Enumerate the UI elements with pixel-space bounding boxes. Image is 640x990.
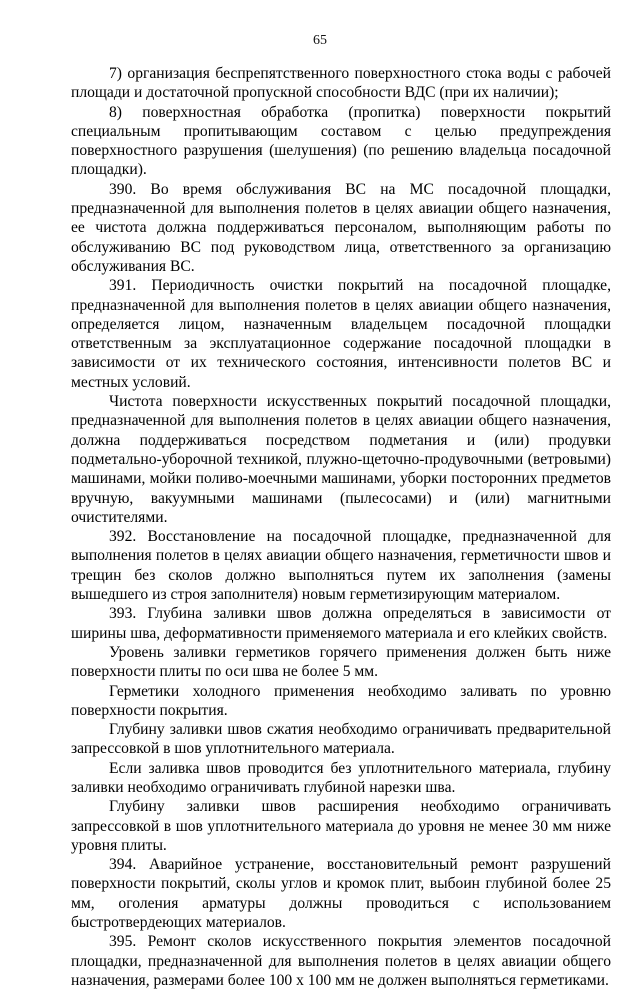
paragraph-390: 390. Во время обслуживания ВС на МС посадочной площадки, предназначенной для выполнения полетов в целях авиации общего назначения, ее чистота должна поддерживаться персоналом, выполняющим работы по обслуживанию ВС под руководством лица, ответственного за организацию обслуживания ВС.	[71, 180, 611, 275]
paragraph-cleanliness: Чистота поверхности искусственных покрытий посадочной площадки, предназначенной для выполнения полетов в целях авиации общего назначения, должна поддерживаться посредством подметания и (или) продувки подметально-уборочной техникой, плужно-щеточно-продувочными (ветровыми) машинами, мойки поливо-моечными машинами, уборки посторонних предметов вручную, вакуумными машинами (пылесосами) и (или) магнитными очистителями.	[71, 393, 611, 526]
paragraph-item-7: 7) организация беспрепятственного поверхностного стока воды с рабочей площади и достаточной пропускной способности ВДС (при их наличии);	[71, 65, 611, 102]
paragraph-item-8: 8) поверхностная обработка (пропитка) поверхности покрытий специальным пропитывающим составом с целью предупреждения поверхностного разрушения (шелушения) (по решению владельца посадочной площадки).	[71, 103, 611, 179]
paragraph-393: 393. Глубина заливки швов должна определяться в зависимости от ширины шва, деформативности применяемого материала и его клейких свойств.	[71, 605, 611, 642]
paragraph-392: 392. Восстановление на посадочной площадке, предназначенной для выполнения полетов в целях авиации общего назначения, герметичности швов и трещин без сколов должно выполняться путем их заполнения (замены вышедшего из строя заполнителя) новым герметизирующим материалом.	[71, 528, 611, 604]
paragraph-cold-sealant: Герметики холодного применения необходимо заливать по уровню поверхности покрытия.	[71, 682, 611, 719]
paragraph-hot-sealant: Уровень заливки герметиков горячего применения должен быть ниже поверхности плиты по оси шва не более 5 мм.	[71, 643, 611, 681]
paragraph-394: 394. Аварийное устранение, восстановительный ремонт разрушений поверхности покрытий, сколы углов и кромок плит, выбоин глубиной более 25 мм, оголения арматуры должны проводиться с использованием быстротвердеющих материалов.	[71, 856, 611, 932]
paragraph-391: 391. Периодичность очистки покрытий на посадочной площадке, предназначенной для выполнения полетов в целях авиации общего назначения, определяется лицом, назначенным владельцем посадочной площадки ответственным за эксплуатационное содержание посадочной площадки в зависимости от их технического состояния, интенсивности полетов ВС и местных условий.	[71, 277, 611, 391]
paragraph-compression-joints: Глубину заливки швов сжатия необходимо ограничивать предварительной запрессовкой в шов уплотнительного материала.	[71, 721, 611, 758]
paragraph-expansion-joints: Глубину заливки швов расширения необходимо ограничивать запрессовкой в шов уплотнительного материала до уровня не менее 30 мм ниже уровня плиты.	[71, 798, 611, 854]
paragraph-no-seal-material: Если заливка швов проводится без уплотнительного материала, глубину заливки необходимо ограничивать глубиной нарезки шва.	[71, 759, 611, 796]
page-number: 65	[313, 33, 327, 48]
document-body	[71, 64, 611, 990]
paragraph-395: 395. Ремонт сколов искусственного покрытия элементов посадочной площадки, предназначенной для выполнения полетов в целях авиации общего назначения, размерами более 100 x 100 мм не должен выполняться герметиками.	[71, 933, 611, 989]
